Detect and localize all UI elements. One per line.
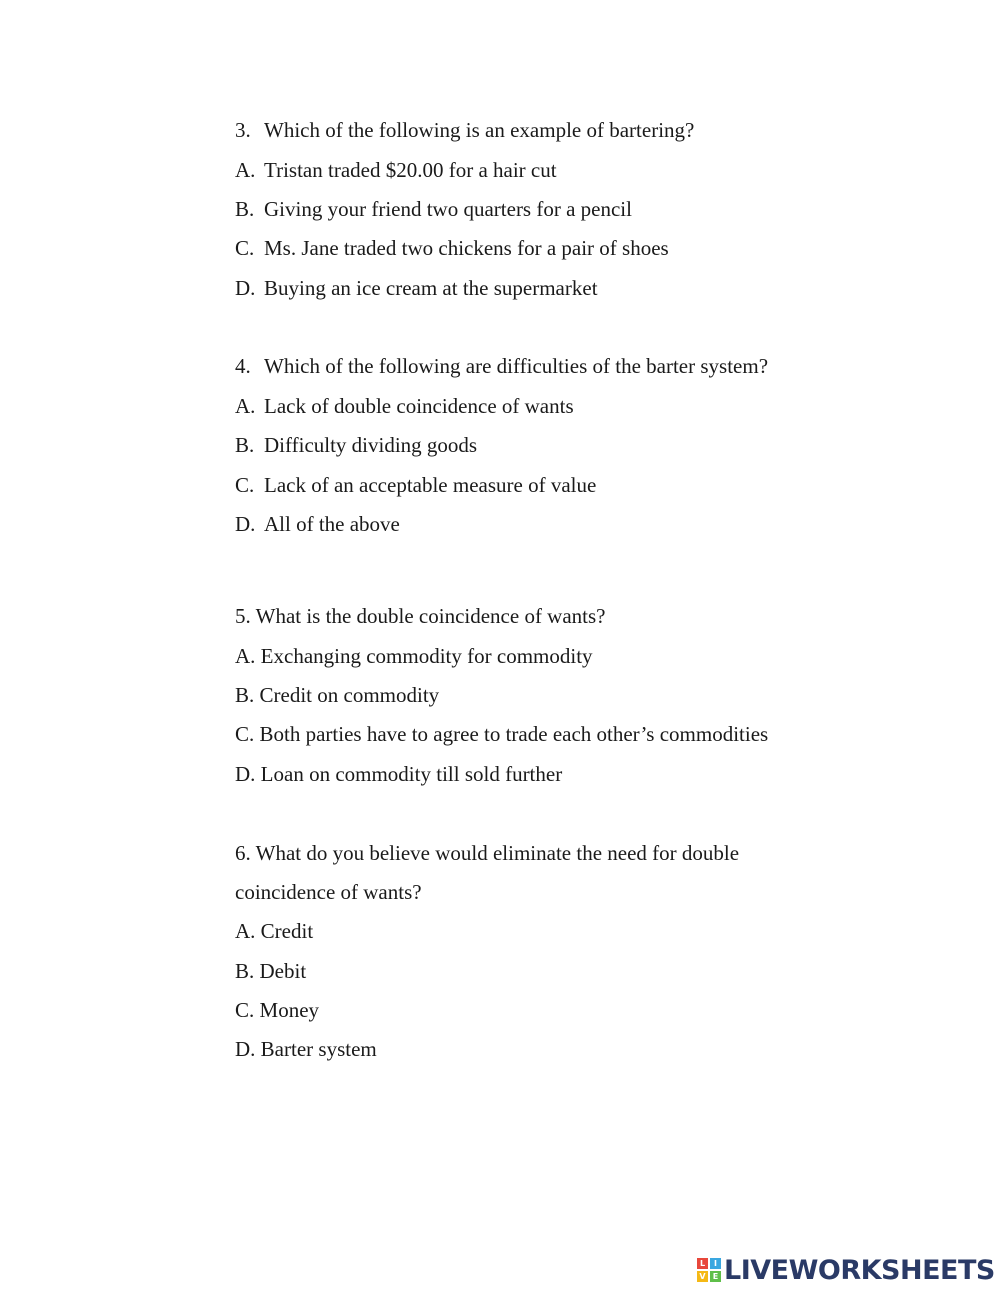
option-letter: D. [235, 276, 256, 300]
option-letter: D. [235, 512, 256, 536]
option-letter: A. [235, 158, 256, 182]
question-text: Which of the following are difficulties of the barter system? [264, 354, 769, 378]
option-text: Tristan traded $20.00 for a hair cut [264, 158, 557, 182]
option-text: Ms. Jane traded two chickens for a pair of shoes [264, 236, 669, 260]
option-text: Both parties have to agree to trade each other’s commodities [259, 722, 769, 746]
option-3a [235, 157, 557, 183]
option-text: Debit [259, 959, 307, 983]
option-5a [235, 643, 593, 669]
logo-block-v: V [697, 1271, 708, 1282]
option-text: Buying an ice cream at the supermarket [264, 276, 598, 300]
question-4 [235, 353, 768, 379]
option-6d [235, 1036, 377, 1062]
option-text: Lack of double coincidence of wants [264, 394, 574, 418]
option-letter: C. [235, 722, 255, 746]
option-4d [235, 511, 400, 537]
option-5b [235, 682, 439, 708]
option-3b [235, 196, 632, 222]
logo-block-i: I [710, 1258, 721, 1269]
option-4a [235, 393, 574, 419]
logo-block-e: E [710, 1271, 721, 1282]
option-6c [235, 997, 319, 1023]
option-letter: A. [235, 394, 256, 418]
question-6-continued [235, 879, 422, 905]
option-5c [235, 721, 768, 747]
liveworksheets-logo [697, 1254, 995, 1286]
option-letter: A. [235, 644, 256, 668]
option-text: Credit on commodity [259, 683, 440, 707]
question-text-line2: coincidence of wants? [235, 880, 422, 904]
option-text: Difficulty dividing goods [264, 433, 478, 457]
option-letter: B. [235, 959, 255, 983]
logo-text: LIVEWORKSHEETS [724, 1254, 995, 1286]
question-number: 6. [235, 841, 251, 865]
option-6a [235, 918, 313, 944]
question-3 [235, 117, 694, 143]
question-number: 4. [235, 354, 251, 378]
option-text: Exchanging commodity for commodity [260, 644, 593, 668]
question-text: What is the double coincidence of wants? [255, 604, 606, 628]
option-letter: D. [235, 1037, 256, 1061]
option-text: Lack of an acceptable measure of value [264, 473, 597, 497]
option-letter: B. [235, 197, 255, 221]
logo-block-l: L [697, 1258, 708, 1269]
option-3d [235, 275, 598, 301]
question-number: 5. [235, 604, 251, 628]
option-letter: A. [235, 919, 256, 943]
question-5 [235, 603, 606, 629]
option-text: Money [259, 998, 320, 1022]
option-6b [235, 958, 306, 984]
option-text: Barter system [260, 1037, 377, 1061]
question-6 [235, 840, 739, 866]
option-text: Giving your friend two quarters for a pencil [264, 197, 632, 221]
option-letter: C. [235, 236, 255, 260]
option-4b [235, 432, 477, 458]
question-text-line1: What do you believe would eliminate the need for double [255, 841, 740, 865]
option-letter: B. [235, 683, 255, 707]
option-letter: C. [235, 998, 255, 1022]
option-text: Credit [260, 919, 314, 943]
question-text: Which of the following is an example of bartering? [264, 118, 695, 142]
option-letter: D. [235, 762, 256, 786]
option-letter: C. [235, 473, 255, 497]
option-text: All of the above [264, 512, 400, 536]
logo-blocks-icon [697, 1258, 721, 1282]
option-letter: B. [235, 433, 255, 457]
option-text: Loan on commodity till sold further [260, 762, 563, 786]
option-3c [235, 235, 669, 261]
option-4c [235, 472, 596, 498]
option-5d [235, 761, 562, 787]
question-number: 3. [235, 118, 251, 142]
